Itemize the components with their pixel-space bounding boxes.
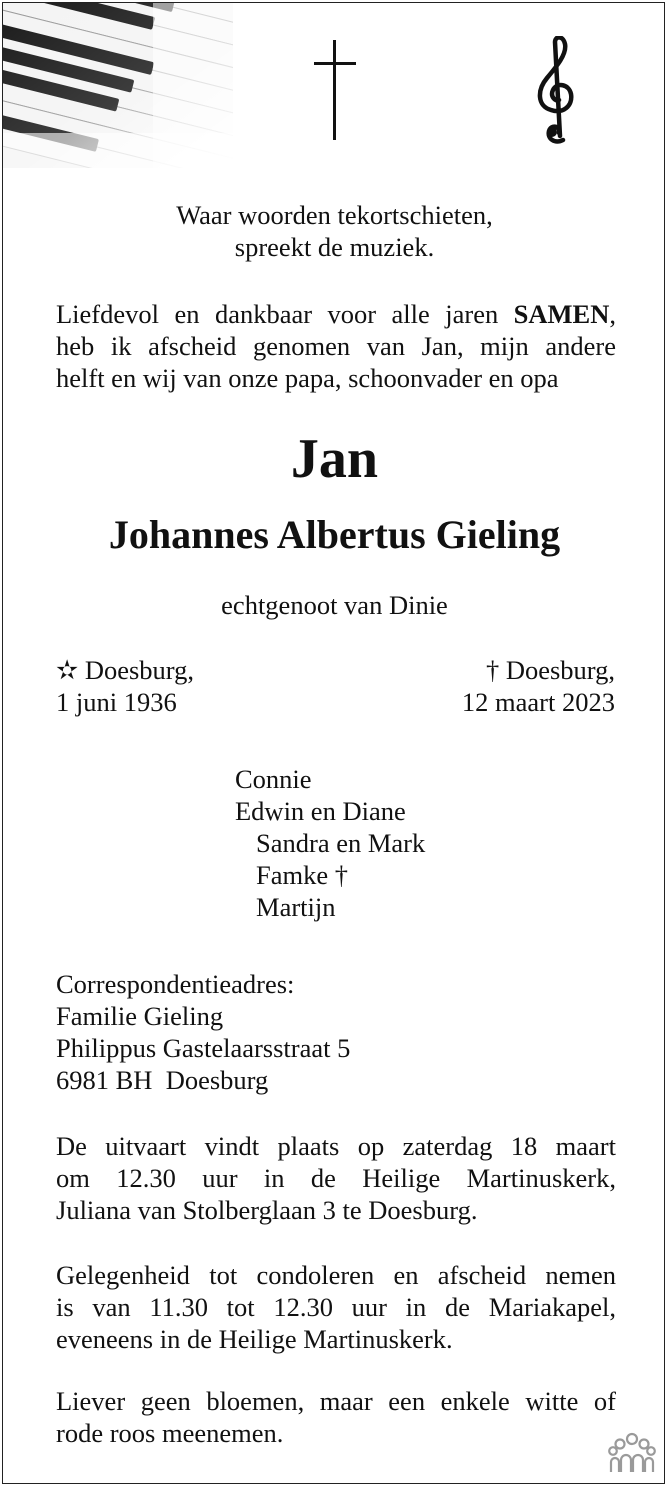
death-place-line	[462, 654, 615, 686]
quote-line-1: Waar woorden tekortschieten,	[176, 200, 493, 230]
intro-line-2: heb ik afscheid genomen van Jan, mijn andere	[56, 331, 616, 361]
birth-place-line	[56, 654, 194, 686]
correspondence-street: Philippus Gastelaarsstraat 5	[56, 1033, 351, 1063]
funeral-line-1: De uitvaart vindt plaats op zaterdag 18 maart	[56, 1131, 616, 1161]
intro-samen: SAMEN	[513, 299, 610, 329]
family-member: Connie	[235, 764, 312, 794]
correspondence-heading: Correspondentieadres:	[56, 969, 295, 999]
family-member: Edwin en Diane	[235, 796, 406, 826]
family-member: Famke †	[256, 860, 348, 890]
birth-place: Doesburg,	[84, 655, 195, 685]
condolence-info	[56, 1259, 616, 1355]
flowers-note	[56, 1385, 616, 1449]
correspondence-address	[56, 968, 350, 1096]
quote-line-2: spreekt de muziek.	[234, 232, 435, 262]
funeral-info	[56, 1130, 616, 1226]
condolence-line-1: Gelegenheid tot condoleren en afscheid nemen	[56, 1260, 616, 1290]
star-icon: ✫	[56, 655, 79, 685]
first-name: Jan	[290, 428, 379, 490]
condolence-line-2: is van 11.30 tot 12.30 uur in de Mariakapel,	[56, 1292, 616, 1322]
quote	[40, 199, 629, 263]
intro-line-1	[56, 298, 616, 330]
flowers-line-1: Liever geen bloemen, maar een enkele witte of	[56, 1386, 616, 1416]
death-place: Doesburg,	[505, 655, 615, 685]
correspondence-city: 6981 BH Doesburg	[56, 1065, 269, 1095]
piano-keys-image	[3, 3, 233, 168]
flowers-line-2: rode roos meenemen.	[56, 1418, 284, 1448]
intro-line-3: helft en wij van onze papa, schoonvader en opa	[56, 363, 559, 393]
full-name: Johannes Albertus Gieling	[108, 512, 561, 557]
intro-line-1-comma: ,	[609, 299, 616, 329]
spouse-line: echtgenoot van Dinie	[221, 590, 448, 620]
intro-text	[56, 298, 616, 394]
intro-line-1-text: Liefdevol en dankbaar voor alle jaren	[56, 299, 514, 329]
death-date: 12 maart 2023	[461, 687, 615, 717]
dagger-icon: †	[485, 655, 500, 685]
treble-clef-icon	[533, 36, 585, 144]
funeral-line-3: Juliana van Stolberglaan 3 te Doesburg.	[56, 1195, 478, 1225]
funeral-line-2: om 12.30 uur in de Heilige Martinuskerk,	[56, 1163, 616, 1193]
death-info	[462, 654, 615, 718]
birth-info	[56, 654, 194, 718]
people-logo-icon	[608, 1432, 656, 1474]
family-member: Martijn	[256, 892, 336, 922]
family-member: Sandra en Mark	[256, 828, 426, 858]
cross-icon	[314, 40, 356, 140]
condolence-line-3: eveneens in de Heilige Martinuskerk.	[56, 1324, 453, 1354]
correspondence-name: Familie Gieling	[56, 1001, 224, 1031]
birth-date: 1 juni 1936	[56, 687, 177, 717]
